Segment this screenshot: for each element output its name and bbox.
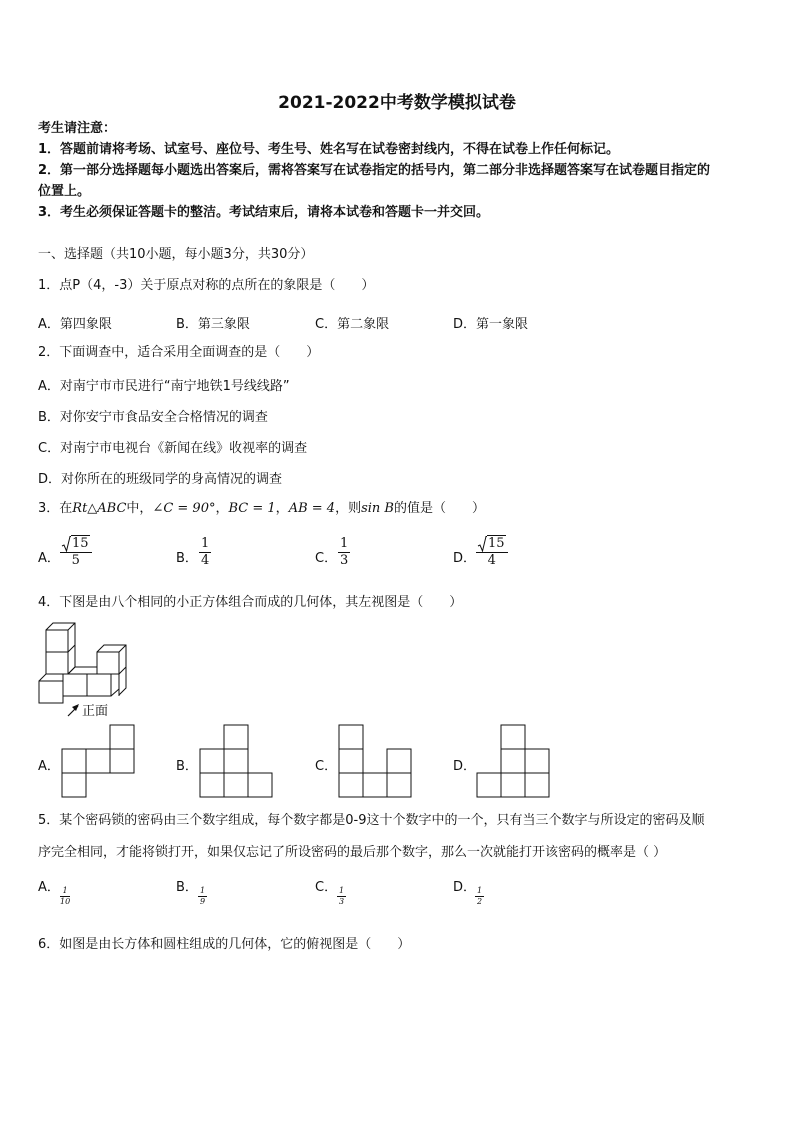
q4-cube-figure xyxy=(38,620,138,710)
q4-option-a-view[interactable] xyxy=(62,725,138,775)
q3-option-c-label[interactable]: C． xyxy=(315,551,338,566)
q5-option-c-fraction[interactable]: 1 3 xyxy=(339,886,345,906)
q3-option-b-label[interactable]: B． xyxy=(176,551,198,566)
notice-item: 3．考生必须保证答题卡的整洁。考试结束后，请将本试卷和答题卡一并交回。 xyxy=(38,205,490,220)
front-view-label: 正面 xyxy=(82,704,109,719)
notice-item: 2．第一部分选择题每小题选出答案后，需将答案写在试卷指定的括号内，第二部分非选择题答案写在试卷题目指定的 xyxy=(38,163,711,178)
question-1-stem: 1．点P（4，-3）关于原点对称的点所在的象限是（ ） xyxy=(38,278,375,293)
question-5-stem-line2: 序完全相同，才能将锁打开，如果仅忘记了所设密码的最后那个数字，那么一次就能打开该密码的概率是（ ） xyxy=(38,845,667,860)
q3-option-a-label[interactable]: A． xyxy=(38,551,60,566)
page-title: 2021-2022中考数学模拟试卷 xyxy=(278,93,516,113)
q5-option-d-label[interactable]: D． xyxy=(453,880,477,895)
question-4-stem: 4．下图是由八个相同的小正方体组合而成的几何体，其左视图是（ ） xyxy=(38,595,463,610)
section-heading: 一、选择题（共10小题，每小题3分，共30分） xyxy=(38,247,314,262)
q1-option-a[interactable]: A．第四象限 xyxy=(38,317,112,332)
q4-option-b-view[interactable] xyxy=(200,725,276,799)
notice-heading: 考生请注意： xyxy=(38,121,117,136)
q5-option-a-label[interactable]: A． xyxy=(38,880,60,895)
q2-option-d[interactable]: D．对你所在的班级同学的身高情况的调查 xyxy=(38,472,283,487)
notice-item: 1．答题前请将考场、试室号、座位号、考生号、姓名写在试卷密封线内，不得在试卷上作任何标记。 xyxy=(38,142,620,157)
q3-option-d-fraction[interactable]: 15 4 xyxy=(476,536,508,569)
question-5-stem-line1: 5．某个密码锁的密码由三个数字组成，每个数字都是0-9这十个数字中的一个，只有当三个数字与所设定的密码及顺 xyxy=(38,813,705,828)
q5-option-b-fraction[interactable]: 1 9 xyxy=(200,886,206,906)
q2-option-b[interactable]: B．对你安宁市食品安全合格情况的调查 xyxy=(38,410,268,425)
q3-option-c-fraction[interactable]: 1 3 xyxy=(340,536,349,568)
q2-option-c[interactable]: C．对南宁市电视台《新闻在线》收视率的调查 xyxy=(38,441,308,456)
q3-option-a-fraction[interactable]: 15 5 xyxy=(60,536,92,569)
q1-option-d[interactable]: D．第一象限 xyxy=(453,317,529,332)
q1-option-b[interactable]: B．第三象限 xyxy=(176,317,250,332)
q5-option-a-fraction[interactable]: 1 10 xyxy=(60,886,71,906)
q5-option-d-fraction[interactable]: 1 2 xyxy=(477,886,483,906)
question-2-stem: 2．下面调查中，适合采用全面调查的是（ ） xyxy=(38,345,320,360)
q4-option-d-label[interactable]: D． xyxy=(453,759,477,774)
question-6-stem: 6．如图是由长方体和圆柱组成的几何体，它的俯视图是（ ） xyxy=(38,937,411,952)
q3-option-d-label[interactable]: D． xyxy=(453,551,477,566)
q3-option-b-fraction[interactable]: 1 4 xyxy=(201,536,210,568)
q2-option-a[interactable]: A．对南宁市市民进行“南宁地铁1号线线路” xyxy=(38,379,290,394)
question-3-stem: 3．在Rt△ABC中，∠C = 90°，BC = 1，AB = 4，则sin B的值是（ ） xyxy=(38,501,485,516)
notice-item: 位置上。 xyxy=(38,184,91,199)
q4-option-c-label[interactable]: C． xyxy=(315,759,338,774)
q4-option-c-view[interactable] xyxy=(339,725,415,799)
q4-option-b-label[interactable]: B． xyxy=(176,759,198,774)
q1-option-c[interactable]: C．第二象限 xyxy=(315,317,390,332)
q4-option-d-view[interactable] xyxy=(477,725,553,799)
q4-option-a-label[interactable]: A． xyxy=(38,759,60,774)
q5-option-b-label[interactable]: B． xyxy=(176,880,198,895)
q5-option-c-label[interactable]: C． xyxy=(315,880,338,895)
